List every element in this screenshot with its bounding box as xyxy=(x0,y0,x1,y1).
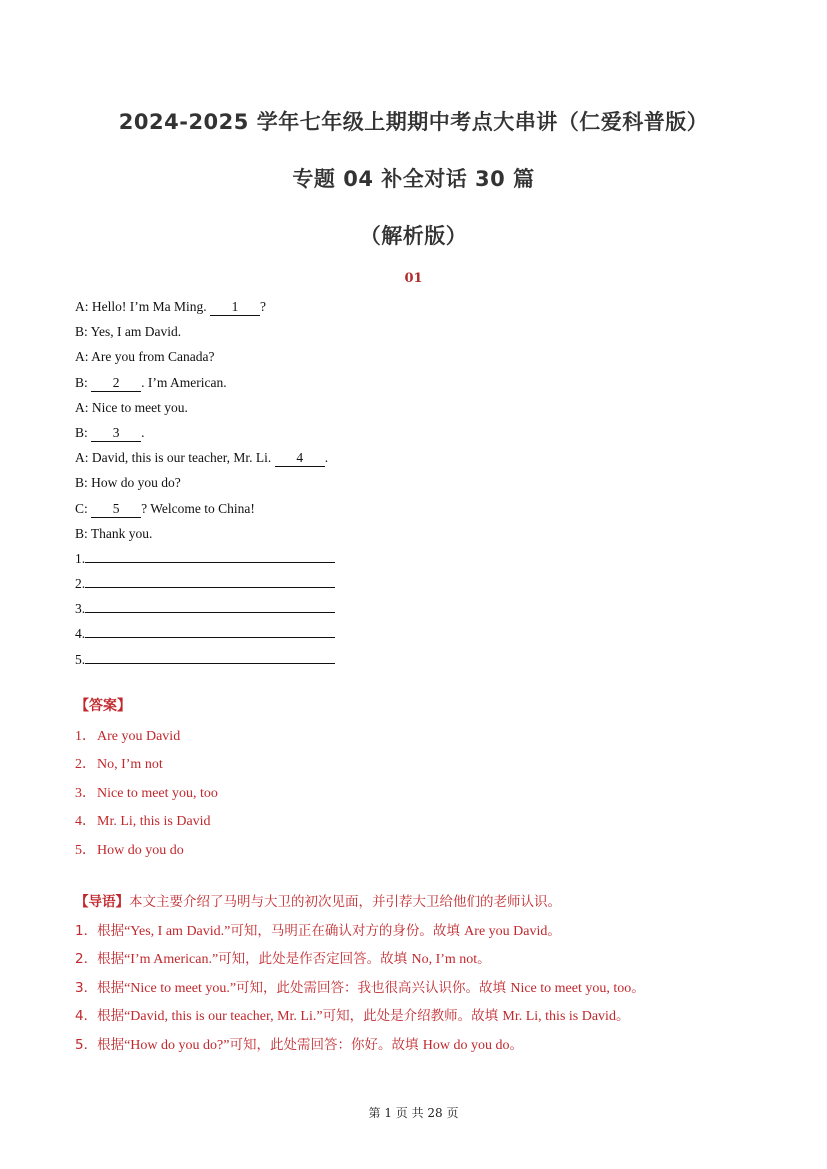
guide-item: 4．根据“David, this is our teacher, Mr. Li.”可知，此处是介绍教师。故填 Mr. Li, this is David。 xyxy=(75,1008,630,1025)
dialogue-line: B: Yes, I am David. xyxy=(75,324,182,340)
guide-item: 2．根据“I’m American.”可知，此处是作否定回答。故填 No, I’m not。 xyxy=(75,951,491,968)
dialogue-line: B: 2 . I’m American. xyxy=(75,374,227,390)
dialogue-line: A: Nice to meet you. xyxy=(75,399,188,415)
dialogue-line: B: Thank you. xyxy=(75,525,153,541)
blank-field: 2 xyxy=(91,375,141,392)
version-label: （解析版） xyxy=(359,224,468,248)
dialogue-line: B: How do you do? xyxy=(75,475,181,491)
answer-blank xyxy=(85,647,335,664)
answer-line: 4. xyxy=(75,621,575,646)
dialogue-block xyxy=(75,294,575,672)
answer-line: 2. xyxy=(75,571,575,596)
answer-line: 5. xyxy=(75,647,575,672)
answer-item: 3．Nice to meet you, too xyxy=(75,785,218,801)
answer-item: 5．How do you do xyxy=(75,842,184,858)
page-footer: 第 1 页 共 28 页 xyxy=(368,1106,459,1120)
guide-item: 1．根据“Yes, I am David.”可知，马明正在确认对方的身份。故填 Are you David。 xyxy=(75,922,561,939)
dialogue-line: A: Hello! I’m Ma Ming. 1 ? xyxy=(75,299,266,314)
document-title: 2024-2025 学年七年级上期期中考点大串讲（仁爱科普版） xyxy=(118,110,709,134)
answer-heading: 【答案】 xyxy=(75,698,131,714)
answer-line: 3. xyxy=(75,596,575,621)
answer-list xyxy=(75,723,218,865)
blank-field: 3 xyxy=(91,425,141,442)
blank-field: 4 xyxy=(275,450,325,467)
answer-item: 1．Are you David xyxy=(75,729,181,744)
dialogue-line: B: 3 . xyxy=(75,424,145,440)
guide-heading: 【导语】 xyxy=(75,894,129,910)
guide-section xyxy=(75,888,775,1060)
answer-item: 4．Mr. Li, this is David xyxy=(75,814,211,830)
answer-line: 1. xyxy=(75,546,575,571)
blank-field: 5 xyxy=(91,501,141,518)
guide-item: 5．根据“How do you do?”可知，此处需回答：你好。故填 How do you do。 xyxy=(75,1036,523,1053)
guide-item: 3．根据“Nice to meet you.”可知，此处需回答：我也很高兴认识你。故填 Nice to meet you, too。 xyxy=(75,979,645,996)
blank-field: 1 xyxy=(210,299,260,316)
section-label: 01 xyxy=(404,271,423,286)
answer-blank xyxy=(85,621,335,638)
answer-blank xyxy=(85,596,335,613)
answer-blank xyxy=(85,571,335,588)
topic-title: 专题 04 补全对话 30 篇 xyxy=(292,167,535,191)
dialogue-line: A: Are you from Canada? xyxy=(75,349,215,365)
dialogue-line: C: 5 ? Welcome to China! xyxy=(75,500,255,516)
answer-blank xyxy=(85,546,335,563)
guide-intro: 【导语】本文主要介绍了马明与大卫的初次见面，并引荐大卫给他们的老师认识。 xyxy=(75,894,561,910)
answer-item: 2．No, I’m not xyxy=(75,757,163,773)
dialogue-line: A: David, this is our teacher, Mr. Li. 4 . xyxy=(75,450,329,466)
